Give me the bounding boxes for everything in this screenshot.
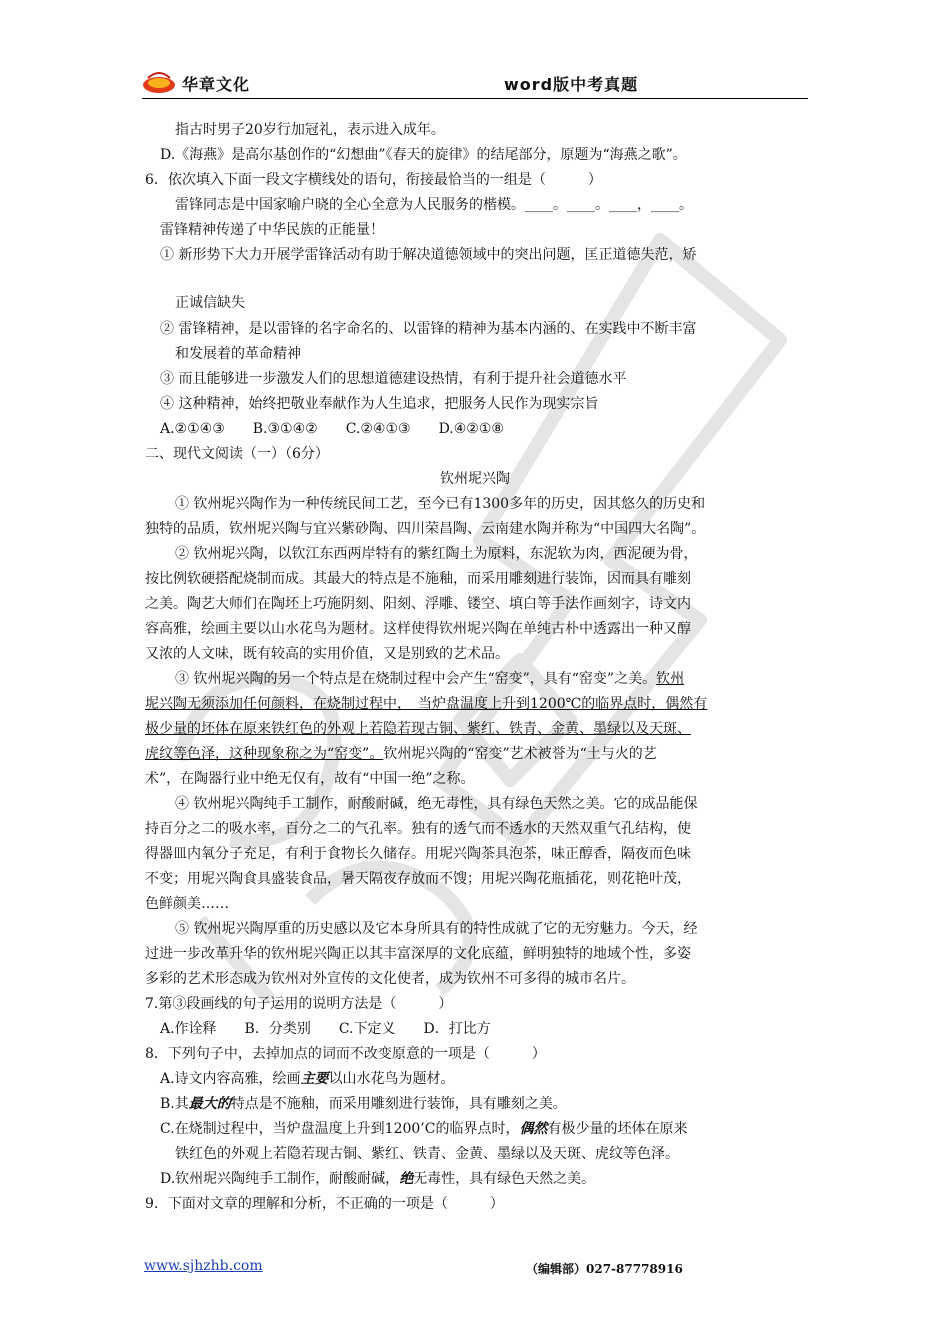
- line-text: 雷锋同志是中国家喻户晓的全心全意为人民服务的楷模。____。____。____，____。: [175, 197, 693, 213]
- line-text: 7.第③段画线的句子运用的说明方法是（ ）: [145, 996, 453, 1012]
- line-text: B.其: [160, 1096, 189, 1112]
- line-text: 9．下面对文章的理解和分析，不正确的一项是（ ）: [145, 1196, 504, 1212]
- text-line: [145, 644, 509, 664]
- text-line: [145, 844, 691, 864]
- line-text: ② 雷锋精神，是以雷锋的名字命名的、以雷锋的精神为基本内涵的、在实践中不断丰富: [160, 321, 697, 337]
- line-text: A.作诠释 B．分类别 C.下定义 D．打比方: [160, 1021, 491, 1037]
- text-line: [175, 344, 301, 364]
- emphasized-word: 最大的: [188, 1096, 231, 1112]
- line-text-rest: 以山水花鸟为题材。: [328, 1071, 455, 1087]
- text-line: [145, 869, 691, 889]
- line-text-rest: 有极少量的坯体在原来: [547, 1121, 688, 1137]
- line-text: 极少量的坯体在原来铁红色的外观上若隐若现古铜、紫红、铁青、金黄、墨绿以及天斑、: [145, 721, 691, 737]
- line-text: 8．下列句子中，去掉加点的词而不改变原意的一项是（ ）: [145, 1046, 546, 1062]
- text-line: [175, 195, 693, 215]
- line-text: 独特的品质，钦州坭兴陶与宜兴紫砂陶、四川荣昌陶、云南建水陶并称为“中国四大名陶”。: [145, 521, 706, 537]
- emphasized-word: 绝: [399, 1171, 414, 1187]
- brand-name: 华章文化: [182, 75, 251, 94]
- line-text: 和发展着的革命精神: [175, 346, 301, 362]
- underlined-text: 钦州: [656, 671, 685, 687]
- line-text-rest: 无毒性，具有绿色天然之美。: [413, 1171, 596, 1187]
- line-text: C.在烧制过程中，当炉盘温度上升到1200’C的临界点时，: [160, 1121, 520, 1137]
- line-text-rest: 钦州坭兴陶的“窑变”艺术被誉为“土与火的艺: [383, 746, 657, 762]
- line-text: 雷锋精神传递了中华民族的正能量！: [160, 222, 384, 238]
- text-line: [160, 419, 504, 439]
- text-line: [175, 544, 697, 564]
- line-text: ③ 而且能够进一步激发人们的思想道德建设热情，有利于提升社会道德水平: [160, 371, 627, 387]
- line-text: 多彩的艺术形态成为钦州对外宣传的文化使者，成为钦州不可多得的城市名片。: [145, 971, 635, 987]
- line-text: ④ 钦州坭兴陶纯手工制作，耐酸耐碱，绝无毒性，具有绿色天然之美。它的成品能保: [175, 796, 698, 812]
- line-text: 过进一步改革升华的钦州坭兴陶正以其丰富深厚的文化底蕴，鲜明独特的地域个性，多姿: [145, 946, 691, 962]
- text-line: [175, 794, 697, 814]
- line-text: D.《海燕》是高尔基创作的“幻想曲”《春天的旋律》的结尾部分，原题为“海燕之歌”。: [160, 147, 687, 163]
- line-text: ⑤ 钦州坭兴陶厚重的历史感以及它本身所具有的特性成就了它的无穷魅力。今天，经: [175, 921, 698, 937]
- line-text-rest: 特点是不施釉，而采用雕刻进行装饰，具有雕刻之美。: [230, 1096, 567, 1112]
- line-text: ④ 这种精神，始终把敬业奉献作为人生追求，把服务人民作为现实宗旨: [160, 396, 599, 412]
- line-text: 容高雅，绘画主要以山水花鸟为题材。这样使得钦州坭兴陶在单纯古朴中透露出一种又醇: [145, 621, 691, 637]
- line-text: 按比例软硬搭配烧制而成。其最大的特点是不施釉，而采用雕刻进行装饰，因而具有雕刻: [145, 571, 691, 587]
- text-line: [175, 120, 445, 140]
- line-text: 指古时男子20岁行加冠礼，表示进入成年。: [175, 122, 445, 138]
- text-line: [145, 444, 329, 464]
- text-line: [145, 519, 705, 539]
- text-line: [145, 170, 602, 190]
- line-text: 得器皿内氧分子充足，有利于食物长久储存。用坭兴陶茶具泡茶，味正醇香，隔夜而色味: [145, 846, 691, 862]
- line-text: D.钦州坭兴陶纯手工制作，耐酸耐碱，: [160, 1171, 400, 1187]
- text-line: [145, 969, 635, 989]
- text-line: [145, 819, 691, 839]
- footer-contact: （编辑部）027-87778916: [526, 1262, 683, 1276]
- text-line: [160, 1119, 687, 1139]
- text-line: [145, 594, 691, 614]
- line-text: ① 新形势下大力开展学雷锋活动有助于解决道德领域中的突出问题，匡正道德失范，矫: [160, 247, 697, 263]
- text-line: [145, 719, 691, 739]
- line-text: ① 钦州坭兴陶作为一种传统民间工艺，至今已有1300多年的历史，因其悠久的历史和: [175, 496, 706, 512]
- text-line: [160, 145, 687, 165]
- text-line: [175, 293, 245, 313]
- text-line: [145, 619, 691, 639]
- text-line: [175, 1144, 679, 1164]
- header-divider: [142, 98, 808, 99]
- emphasized-word: 偶然: [519, 1121, 548, 1137]
- emphasized-word: 主要: [300, 1071, 329, 1087]
- line-text: 6．依次填入下面一段文字横线处的语句，衔接最恰当的一组是（ ）: [145, 172, 602, 188]
- text-line: [145, 1194, 504, 1214]
- line-text: 坭兴陶无须添加任何颜料，在烧制过程中， 当炉盘温度上升到1200℃的临界点时，偶然有: [145, 696, 708, 712]
- line-text: 色鲜颜美……: [145, 896, 229, 912]
- line-text: A.②①④③ B.③①④② C.②④①③ D.④②①⑧: [160, 421, 504, 437]
- text-line: [160, 245, 696, 265]
- text-line: [160, 1069, 455, 1089]
- brand-logo-icon: [142, 70, 176, 94]
- line-text: 术”，在陶器行业中绝无仅有，故有“中国一绝”之称。: [145, 771, 475, 787]
- text-line: [0, 469, 950, 489]
- text-line: [160, 1019, 491, 1039]
- footer-website-link[interactable]: www.sjhzhb.com: [144, 1258, 263, 1274]
- line-text: ③ 钦州坭兴陶的另一个特点是在烧制过程中会产生“窑变”，具有“窑变”之美。: [175, 671, 657, 687]
- text-line: [145, 1044, 546, 1064]
- line-text: 二、现代文阅读（一）（6分）: [145, 446, 329, 462]
- text-line: [175, 669, 684, 689]
- text-line: [145, 994, 452, 1014]
- text-line: [160, 394, 598, 414]
- text-line: [145, 944, 691, 964]
- text-line: [145, 744, 657, 764]
- text-line: [145, 694, 707, 714]
- header-title: word版中考真题: [504, 75, 639, 94]
- line-text: 持百分之二的吸水率，百分之二的气孔率。独有的透气而不透水的天然双重气孔结构，使: [145, 821, 691, 837]
- line-text: 虎纹等色泽，这种现象称之为“窑变”。: [145, 746, 384, 762]
- text-line: [145, 769, 474, 789]
- line-text: 正诚信缺失: [175, 295, 245, 311]
- line-text: 不变；用坭兴陶食具盛装食品，暑天隔夜存放而不馊；用坭兴陶花瓶插花，则花艳叶茂，: [145, 871, 691, 887]
- text-line: [175, 919, 697, 939]
- line-text: ② 钦州坭兴陶，以钦江东西两岸特有的紫红陶土为原料，东泥软为肉，西泥硬为骨，: [175, 546, 698, 562]
- line-text: A.诗文内容高雅，绘画: [160, 1071, 301, 1087]
- line-text: 又浓的人文味，既有较高的实用价值，又是别致的艺术品。: [145, 646, 509, 662]
- text-line: [145, 569, 691, 589]
- text-line: [160, 369, 626, 389]
- text-line: [160, 1094, 567, 1114]
- page-header: [142, 66, 808, 100]
- line-text: 之美。陶艺大师们在陶坯上巧施阴刻、阳刻、浮雕、镂空、填白等手法作画刻字，诗文内: [145, 596, 691, 612]
- text-line: [175, 494, 705, 514]
- line-text: 钦州坭兴陶: [440, 471, 510, 487]
- text-line: [145, 894, 229, 914]
- text-line: [160, 220, 384, 240]
- text-line: [160, 1169, 595, 1189]
- line-text: 铁红色的外观上若隐若现古铜、紫红、铁青、金黄、墨绿以及天斑、虎纹等色泽。: [175, 1146, 679, 1162]
- text-line: [160, 319, 696, 339]
